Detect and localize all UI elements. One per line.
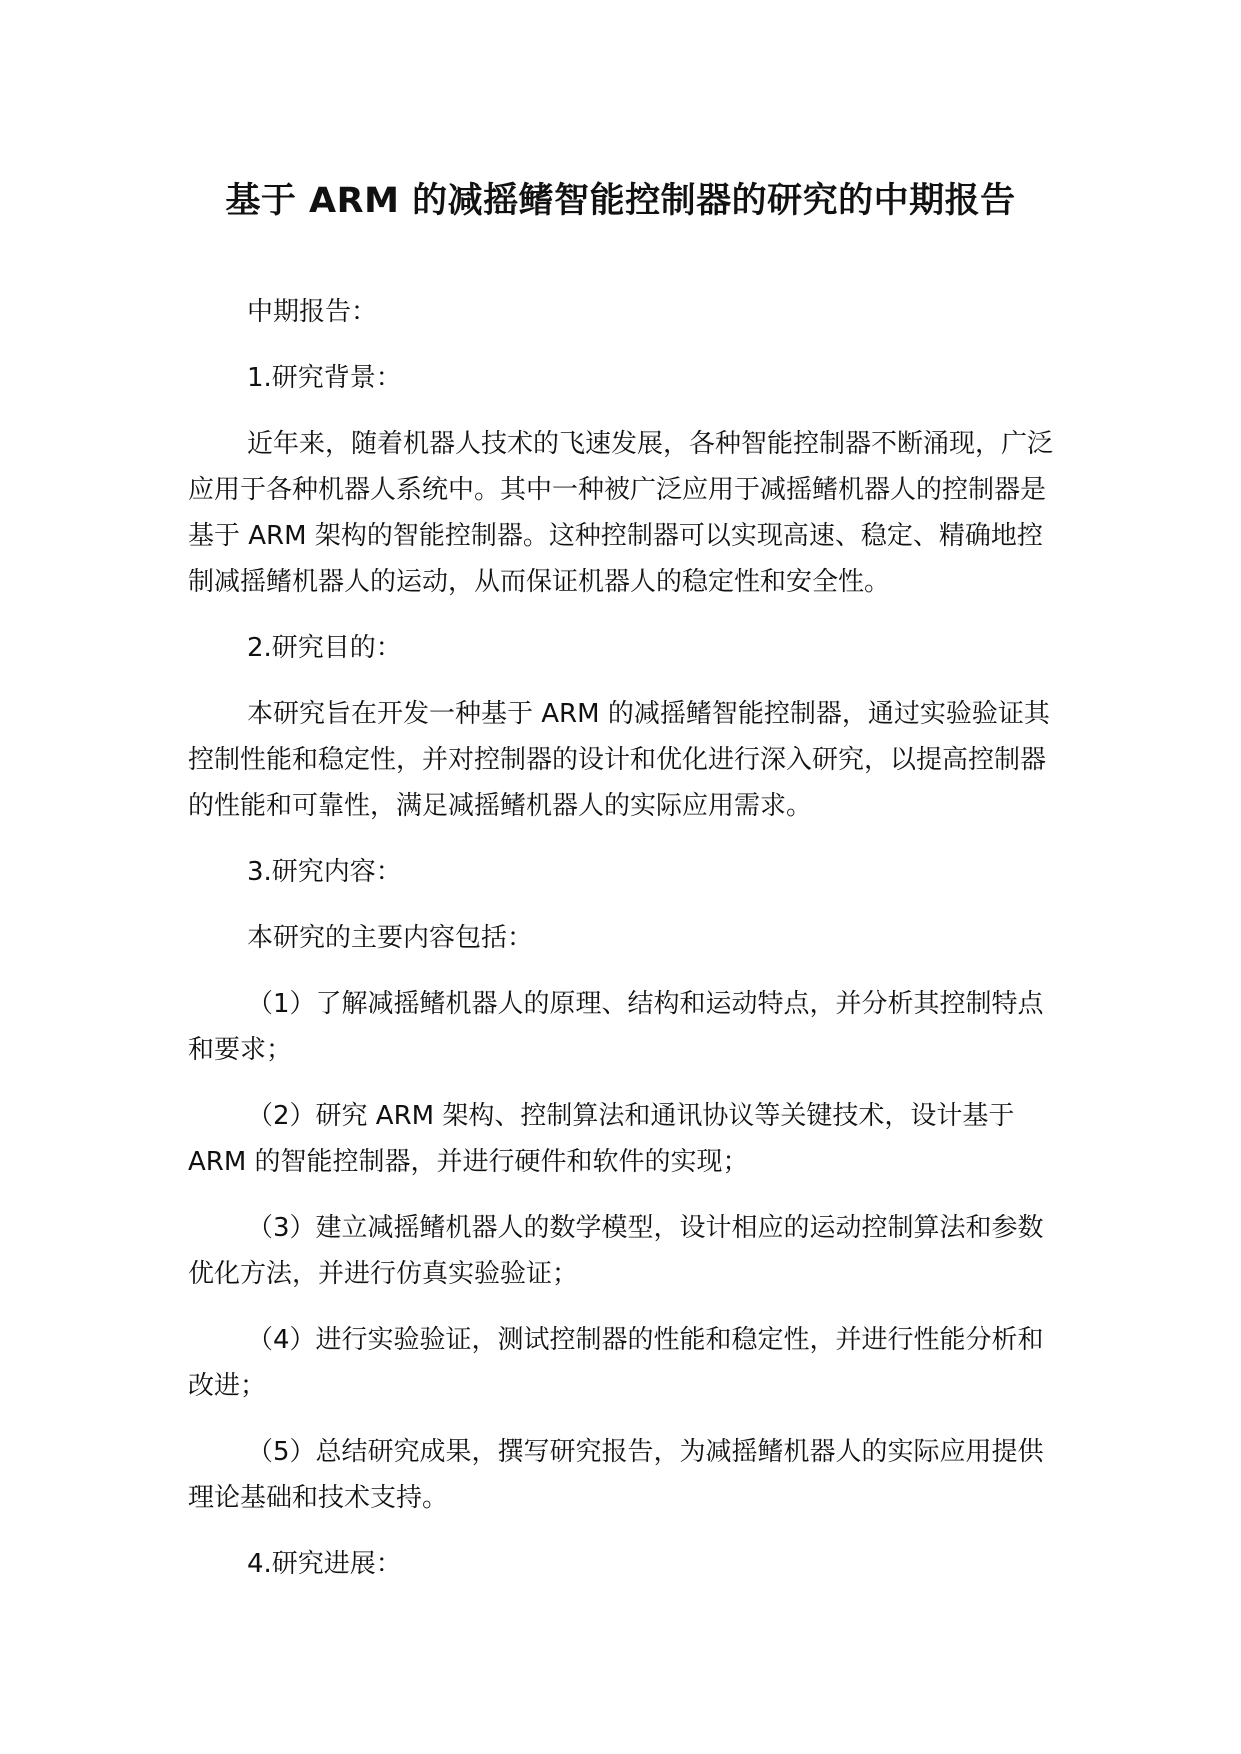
document-title: 基于 ARM 的减摇鳍智能控制器的研究的中期报告	[225, 181, 1016, 221]
list-item-content-3: （3）建立减摇鳍机器人的数学模型，设计相应的运动控制算法和参数优化方法，并进行仿真实验验证；	[188, 1213, 1044, 1289]
paragraph-research-background: 近年来，随着机器人技术的飞速发展，各种智能控制器不断涌现，广泛应用于各种机器人系统中。其中一种被广泛应用于减摇鳍机器人的控制器是基于 ARM 架构的智能控制器。这种控制器可以实现高速、稳定、精确地控制减摇鳍机器人的运动，从而保证机器人的稳定性和安全性。	[188, 429, 1054, 597]
heading-research-purpose: 2.研究目的：	[247, 633, 402, 663]
list-item-content-1: （1）了解减摇鳍机器人的原理、结构和运动特点，并分析其控制特点和要求；	[188, 989, 1044, 1065]
list-item-content-5: （5）总结研究成果，撰写研究报告，为减摇鳍机器人的实际应用提供理论基础和技术支持。	[188, 1437, 1044, 1513]
paragraph-research-purpose: 本研究旨在开发一种基于 ARM 的减摇鳍智能控制器，通过实验验证其控制性能和稳定性，并对控制器的设计和优化进行深入研究，以提高控制器的性能和可靠性，满足减摇鳍机器人的实际应用需求。	[188, 699, 1050, 821]
list-item-content-4: （4）进行实验验证，测试控制器的性能和稳定性，并进行性能分析和改进；	[188, 1325, 1044, 1401]
document-body	[188, 289, 1068, 1607]
heading-research-content: 3.研究内容：	[247, 857, 402, 887]
paragraph-report-label: 中期报告：	[247, 297, 378, 327]
heading-research-background: 1.研究背景：	[247, 363, 402, 393]
heading-research-progress: 4.研究进展：	[247, 1549, 402, 1579]
list-item-content-2: （2）研究 ARM 架构、控制算法和通讯协议等关键技术，设计基于 ARM 的智能控制器，并进行硬件和软件的实现；	[188, 1101, 1015, 1177]
paragraph-content-intro: 本研究的主要内容包括：	[247, 923, 534, 953]
